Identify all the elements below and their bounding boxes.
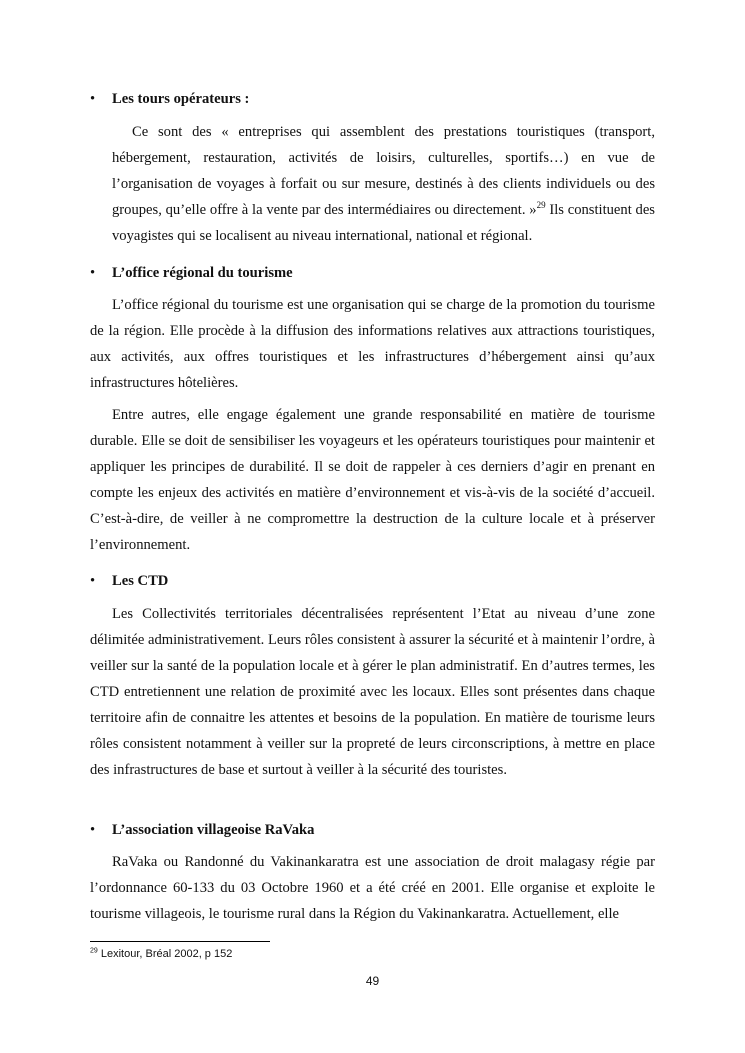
paragraph-regional-office-2: Entre autres, elle engage également une grande responsabilité en matière de tourisme durable. Elle se doit de sensibiliser les voyageurs et les opérateurs touristiques pour maintenir et appliquer les principes de durabilité. Il se doit de rappeler à ces derniers d’agir en prenant en compte les enjeux des activités en matière d’environnement et vis-à-vis de la société d’accueil. C’est-à-dire, de veiller à ne compromettre la destruction de la culture locale et à préserver l’environnement. (90, 407, 655, 553)
footnote-text: Lexitour, Bréal 2002, p 152 (97, 948, 233, 960)
section-heading-ravaka (90, 820, 315, 840)
bullet-icon: • (90, 265, 96, 281)
heading-text: Les tours opérateurs : (112, 91, 250, 107)
section-heading-ctd (90, 571, 169, 591)
paragraph-continuation: Ils constituent des voyagistes qui se localisent au niveau international, national et régional. (112, 202, 655, 244)
heading-text: L’office régional du tourisme (112, 265, 293, 281)
footnote-number: 29 (90, 947, 98, 955)
section-heading-tour-operators (90, 89, 250, 109)
paragraph-regional-office-1: L’office régional du tourisme est une organisation qui se charge de la promotion du tourisme de la région. Elle procède à la diffusion des informations relatives aux attractions touristiques, aux activités, aux offres touristiques et les infrastructures d’hébergement ainsi qu’aux infrastructures hôtelières. (90, 297, 655, 391)
quote-text: Ce sont des « entreprises qui assemblent des prestations touristiques (transport, hébergement, restauration, activités de loisirs, culturelles, sportifs…) en vue de l’organisation de voyages à forfait ou sur mesure, destinés à des clients individuels ou des groupes, qu’elle offre à la vente par des intermédiaires ou directement. » (112, 124, 655, 218)
bullet-icon: • (90, 573, 96, 589)
paragraph-ravaka: RaVaka ou Randonné du Vakinankaratra est une association de droit malagasy régie par l’ordonnance 60-133 du 03 Octobre 1960 et a été créé en 2001. Elle organise et exploite le tourisme villageois, le tourisme rural dans la Région du Vakinankaratra. Actuellement, elle (90, 854, 655, 922)
heading-text: L’association villageoise RaVaka (112, 822, 315, 838)
section-heading-regional-office (90, 263, 293, 283)
paragraph-ctd: Les Collectivités territoriales décentralisées représentent l’Etat au niveau d’une zone délimitée administrativement. Leurs rôles consistent à assurer la sécurité et à maintenir l’ordre, à veiller sur la santé de la population locale et à gérer le plan administratif. En d’autres termes, les CTD entretiennent une relation de proximité avec les locaux. Elles sont présentes dans chaque territoire afin de connaitre les attentes et besoins de la population. En matière de tourisme leurs rôles consistent notamment à veiller sur la propreté de leurs circonscriptions, à mettre en place des infrastructures de base et surtout à veiller à la sécurité des touristes. (90, 606, 655, 778)
footnote-divider (90, 941, 270, 942)
page-number: 49 (365, 974, 380, 988)
footnote (90, 948, 232, 960)
bullet-icon: • (90, 91, 96, 107)
paragraph-tour-operators (112, 119, 655, 249)
bullet-icon: • (90, 822, 96, 838)
heading-text: Les CTD (112, 573, 169, 589)
footnote-reference[interactable]: 29 (536, 200, 546, 211)
